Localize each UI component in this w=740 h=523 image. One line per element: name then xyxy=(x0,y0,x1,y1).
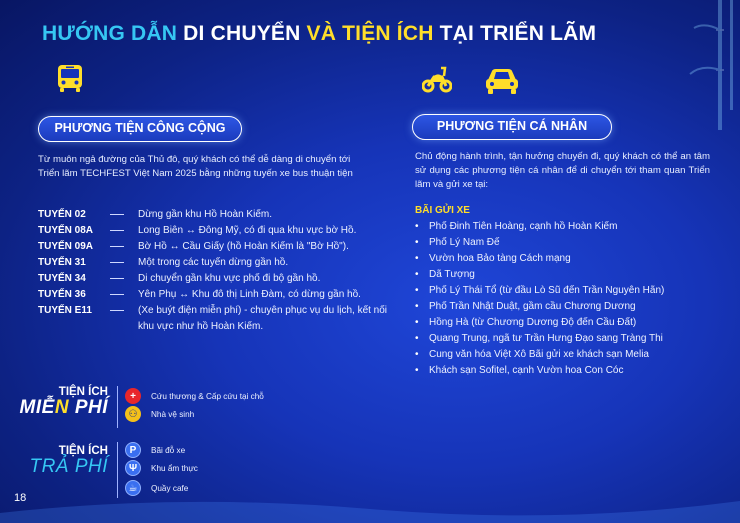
wave-decoration xyxy=(0,483,740,523)
free-amenities-label-top: TIỆN ÍCH xyxy=(58,386,108,398)
divider xyxy=(117,442,118,498)
amenity-cafe xyxy=(125,480,188,496)
route-row xyxy=(38,207,388,223)
route-dash xyxy=(110,303,138,335)
list-item: • Khách sạn Sofitel, cạnh Vườn hoa Con Cóc xyxy=(415,363,664,379)
route-dash xyxy=(110,223,138,239)
list-item: • Phố Trần Nhật Duật, gầm cầu Chương Dương xyxy=(415,299,664,315)
bus-icon xyxy=(54,62,86,94)
amenity-parking xyxy=(125,442,185,458)
free-label-part-2: N xyxy=(54,397,70,418)
amenity-label: Cứu thương & Cấp cứu tại chỗ xyxy=(151,391,264,401)
route-name: TUYẾN 08A xyxy=(38,225,94,236)
restroom-icon: ⚇ xyxy=(125,406,141,422)
free-amenities-heading xyxy=(20,386,108,419)
amenity-label: Quầy cafe xyxy=(151,483,189,493)
route-row xyxy=(38,287,388,303)
amenity-restroom xyxy=(125,406,194,422)
parking-icon: P xyxy=(125,442,141,458)
route-desc: Long Biên ↔ Đông Mỹ, có đi qua khu vực bờ Hồ. xyxy=(138,225,357,236)
free-label-part-1: MIỄ xyxy=(19,397,55,418)
list-item: • Vườn hoa Bảo tàng Cách mạng xyxy=(415,251,664,267)
list-item: • Quang Trung, ngã tư Trần Hưng Đạo sang Tràng Thi xyxy=(415,331,664,347)
paid-amenities-label-big: TRẢ PHÍ xyxy=(29,456,108,477)
private-transport-heading: PHƯƠNG TIỆN CÁ NHÂN xyxy=(412,114,612,140)
paid-amenities-label-top: TIỆN ÍCH xyxy=(58,445,108,457)
amenity-label: Bãi đỗ xe xyxy=(151,445,186,455)
route-dash xyxy=(110,255,138,271)
title-part-1: HƯỚNG DẪN xyxy=(42,22,178,45)
route-row xyxy=(38,255,388,271)
route-row xyxy=(38,271,388,287)
bus-route-list xyxy=(38,207,388,335)
amenity-food xyxy=(125,460,198,476)
route-dash xyxy=(110,287,138,303)
route-name: TUYẾN E11 xyxy=(38,305,92,316)
free-amenities-label-big xyxy=(20,397,108,419)
route-row xyxy=(38,239,388,255)
route-desc: Một trong các tuyến dừng gần hồ. xyxy=(138,257,289,268)
divider xyxy=(117,386,118,428)
list-item: • Phố Lý Nam Đế xyxy=(415,235,664,251)
cafe-icon: ☕ xyxy=(125,480,141,496)
private-transport-intro: Chủ động hành trình, tận hưởng chuyến đi, quý khách có thể an tâm sử dụng các phương tiện cá nhân để di chuyển tới tham quan Triển lãm và gửi xe tại: xyxy=(415,151,710,190)
route-desc: Bờ Hồ ↔ Cầu Giấy (hồ Hoàn Kiếm là "Bờ Hồ"). xyxy=(138,241,349,252)
first-aid-icon: + xyxy=(125,388,141,404)
route-desc: Di chuyển gần khu vực phố đi bộ gần hồ. xyxy=(138,273,321,284)
public-transport-intro: Từ muôn ngả đường của Thủ đô, quý khách có thể dễ dàng di chuyển tới Triển lãm TECHFEST Việt Nam 2025 bằng những tuyến xe bus thuận tiện xyxy=(38,154,353,179)
bamboo-decoration xyxy=(680,0,740,130)
route-name: TUYẾN 34 xyxy=(38,273,86,284)
amenity-first-aid xyxy=(125,388,264,404)
parking-title: BÃI GỬI XE xyxy=(415,205,470,216)
amenity-label: Khu ẩm thực xyxy=(151,463,198,473)
parking-list xyxy=(415,219,664,379)
route-desc: Yên Phụ ↔ Khu đô thị Linh Đàm, có dừng gần hồ. xyxy=(138,289,361,300)
list-item: • Hồng Hà (từ Chương Dương Độ đến Cầu Đất) xyxy=(415,315,664,331)
car-icon xyxy=(484,66,520,96)
title-part-4: TẠI TRIỂN LÃM xyxy=(433,22,597,45)
paid-amenities-heading xyxy=(30,445,108,478)
route-name: TUYẾN 09A xyxy=(38,241,94,252)
amenity-label: Nhà vệ sinh xyxy=(151,409,195,419)
route-name: TUYẾN 36 xyxy=(38,289,86,300)
route-row xyxy=(38,223,388,239)
route-dash xyxy=(110,271,138,287)
route-dash xyxy=(110,207,138,223)
public-transport-heading: PHƯƠNG TIỆN CÔNG CỘNG xyxy=(38,116,242,142)
route-desc: (Xe buýt điện miễn phí) - chuyên phục vụ du lịch, kết nối khu vực như hồ Hoàn Kiếm. xyxy=(138,305,388,332)
motorbike-icon xyxy=(422,64,452,94)
list-item: • Dã Tượng xyxy=(415,267,664,283)
free-label-part-3: PHÍ xyxy=(69,397,108,418)
route-name: TUYẾN 31 xyxy=(38,257,86,268)
list-item: • Phố Lý Thái Tổ (từ đầu Lò Sũ đến Trần Nguyên Hãn) xyxy=(415,283,664,299)
route-dash xyxy=(110,239,138,255)
list-item: • Phố Đinh Tiên Hoàng, cạnh hồ Hoàn Kiếm xyxy=(415,219,664,235)
title-part-3: VÀ TIỆN ÍCH xyxy=(306,22,434,45)
page-title xyxy=(42,22,596,46)
food-icon: Ψ xyxy=(125,460,141,476)
route-name: TUYẾN 02 xyxy=(38,209,86,220)
title-part-2: DI CHUYỂN xyxy=(177,22,307,45)
route-row xyxy=(38,303,388,335)
route-desc: Dừng gần khu Hồ Hoàn Kiếm. xyxy=(138,209,272,220)
page-number: 18 xyxy=(14,492,27,504)
list-item: • Cung văn hóa Việt Xô Bãi gửi xe khách sạn Melia xyxy=(415,347,664,363)
